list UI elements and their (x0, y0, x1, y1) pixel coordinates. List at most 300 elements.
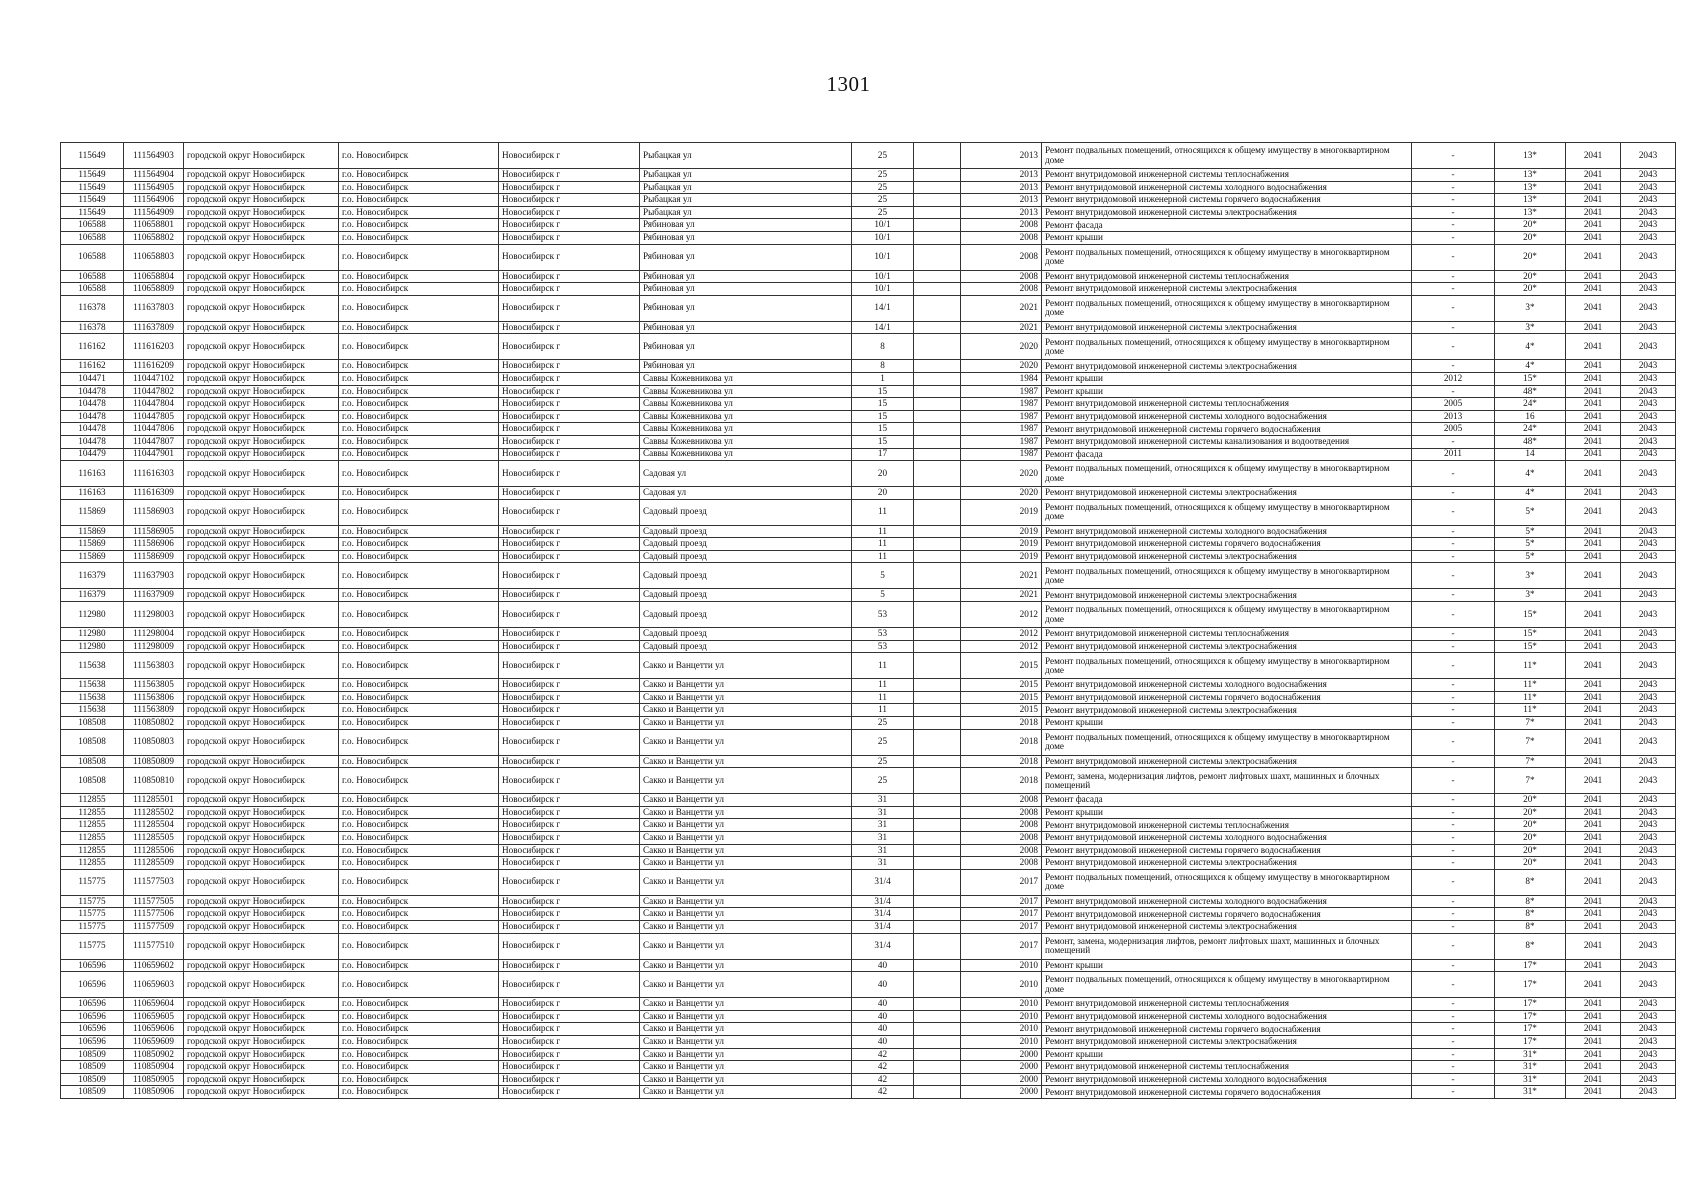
cell-work-type: Ремонт внутридомовой инженерной системы теплоснабжения (1042, 270, 1412, 283)
table-row (61, 794, 1676, 807)
cell-house-id: 112855 (61, 806, 124, 819)
table-row (61, 499, 1676, 525)
cell-plan-end-year: 2043 (1621, 181, 1676, 194)
cell-plan-end-year: 2043 (1621, 525, 1676, 538)
table-row (61, 857, 1676, 870)
cell-service-life: 8* (1495, 908, 1566, 921)
cell-plan-end-year: 2043 (1621, 385, 1676, 398)
cell-house-number: 40 (852, 959, 914, 972)
cell-municipality: городской округ Новосибирск (184, 704, 339, 717)
cell-plan-end-year: 2043 (1621, 819, 1676, 832)
cell-house-id: 115869 (61, 538, 124, 551)
cell-house-id: 115638 (61, 679, 124, 692)
cell-house-id: 104478 (61, 423, 124, 436)
cell-settlement: Новосибирск г (499, 244, 640, 270)
cell-street: Сакко и Ванцетти ул (640, 704, 852, 717)
cell-settlement: Новосибирск г (499, 869, 640, 895)
cell-building (914, 360, 961, 373)
cell-settlement: Новосибирск г (499, 550, 640, 563)
cell-house-id: 116162 (61, 360, 124, 373)
cell-house-number: 11 (852, 550, 914, 563)
cell-house-number: 25 (852, 717, 914, 730)
cell-work-type: Ремонт внутридомовой инженерной системы горячего водоснабжения (1042, 691, 1412, 704)
cell-house-number: 31/4 (852, 895, 914, 908)
table-row (61, 423, 1676, 436)
cell-building (914, 525, 961, 538)
cell-street: Саввы Кожевникова ул (640, 448, 852, 461)
cell-plan-start-year: 2041 (1566, 321, 1621, 334)
cell-last-repair-year: - (1412, 704, 1495, 717)
cell-last-repair-year: - (1412, 869, 1495, 895)
cell-municipal-entity: г.о. Новосибирск (339, 321, 499, 334)
cell-last-repair-year: - (1412, 819, 1495, 832)
cell-plan-end-year: 2043 (1621, 908, 1676, 921)
cell-plan-end-year: 2043 (1621, 933, 1676, 959)
cell-element-id: 111563805 (124, 679, 184, 692)
cell-year-built: 2021 (961, 321, 1042, 334)
cell-house-number: 31/4 (852, 869, 914, 895)
cell-settlement: Новосибирск г (499, 806, 640, 819)
cell-building (914, 920, 961, 933)
cell-work-type: Ремонт подвальных помещений, относящихся к общему имуществу в многоквартирном доме (1042, 499, 1412, 525)
cell-municipality: городской округ Новосибирск (184, 423, 339, 436)
cell-element-id: 111564904 (124, 169, 184, 182)
cell-plan-start-year: 2041 (1566, 819, 1621, 832)
cell-municipal-entity: г.о. Новосибирск (339, 334, 499, 360)
cell-house-id: 115869 (61, 550, 124, 563)
cell-element-id: 111586903 (124, 499, 184, 525)
cell-plan-end-year: 2043 (1621, 461, 1676, 487)
cell-municipality: городской округ Новосибирск (184, 717, 339, 730)
cell-house-id: 115638 (61, 704, 124, 717)
cell-municipality: городской округ Новосибирск (184, 372, 339, 385)
cell-year-built: 2015 (961, 653, 1042, 679)
cell-year-built: 2013 (961, 169, 1042, 182)
cell-house-id: 106588 (61, 219, 124, 232)
cell-municipality: городской округ Новосибирск (184, 920, 339, 933)
cell-plan-start-year: 2041 (1566, 602, 1621, 628)
cell-street: Сакко и Ванцетти ул (640, 768, 852, 794)
cell-year-built: 2010 (961, 1023, 1042, 1036)
cell-building (914, 653, 961, 679)
cell-house-number: 40 (852, 1010, 914, 1023)
cell-building (914, 908, 961, 921)
cell-municipality: городской округ Новосибирск (184, 194, 339, 207)
cell-house-id: 116379 (61, 563, 124, 589)
cell-element-id: 111563806 (124, 691, 184, 704)
cell-street: Сакко и Ванцетти ул (640, 998, 852, 1011)
cell-municipal-entity: г.о. Новосибирск (339, 1061, 499, 1074)
cell-street: Рябиновая ул (640, 283, 852, 296)
table-row (61, 1023, 1676, 1036)
cell-building (914, 435, 961, 448)
cell-last-repair-year: - (1412, 194, 1495, 207)
cell-year-built: 1987 (961, 448, 1042, 461)
table-row (61, 1010, 1676, 1023)
cell-house-id: 104478 (61, 398, 124, 411)
cell-plan-start-year: 2041 (1566, 1035, 1621, 1048)
cell-house-id: 106588 (61, 231, 124, 244)
cell-plan-start-year: 2041 (1566, 998, 1621, 1011)
cell-element-id: 110659606 (124, 1023, 184, 1036)
cell-element-id: 111298003 (124, 602, 184, 628)
register-body (61, 143, 1676, 1099)
cell-year-built: 2008 (961, 806, 1042, 819)
cell-service-life: 11* (1495, 679, 1566, 692)
cell-year-built: 2010 (961, 959, 1042, 972)
cell-street: Рябиновая ул (640, 244, 852, 270)
table-row (61, 920, 1676, 933)
cell-plan-end-year: 2043 (1621, 219, 1676, 232)
cell-work-type: Ремонт внутридомовой инженерной системы электроснабжения (1042, 857, 1412, 870)
cell-plan-end-year: 2043 (1621, 729, 1676, 755)
cell-street: Сакко и Ванцетти ул (640, 1035, 852, 1048)
cell-year-built: 2019 (961, 499, 1042, 525)
cell-plan-end-year: 2043 (1621, 653, 1676, 679)
cell-house-id: 112855 (61, 819, 124, 832)
cell-work-type: Ремонт внутридомовой инженерной системы электроснабжения (1042, 206, 1412, 219)
cell-building (914, 1010, 961, 1023)
cell-house-number: 11 (852, 499, 914, 525)
cell-plan-end-year: 2043 (1621, 231, 1676, 244)
cell-settlement: Новосибирск г (499, 640, 640, 653)
cell-municipality: городской округ Новосибирск (184, 1086, 339, 1099)
cell-municipality: городской округ Новосибирск (184, 461, 339, 487)
cell-municipal-entity: г.о. Новосибирск (339, 908, 499, 921)
cell-building (914, 1035, 961, 1048)
cell-street: Сакко и Ванцетти ул (640, 908, 852, 921)
cell-work-type: Ремонт крыши (1042, 1048, 1412, 1061)
cell-building (914, 194, 961, 207)
cell-municipal-entity: г.о. Новосибирск (339, 704, 499, 717)
cell-year-built: 2015 (961, 691, 1042, 704)
cell-plan-start-year: 2041 (1566, 1086, 1621, 1099)
cell-plan-start-year: 2041 (1566, 410, 1621, 423)
cell-service-life: 20* (1495, 794, 1566, 807)
cell-plan-start-year: 2041 (1566, 461, 1621, 487)
cell-municipality: городской округ Новосибирск (184, 857, 339, 870)
cell-settlement: Новосибирск г (499, 1010, 640, 1023)
cell-street: Рыбацкая ул (640, 206, 852, 219)
cell-municipal-entity: г.о. Новосибирск (339, 819, 499, 832)
cell-plan-end-year: 2043 (1621, 563, 1676, 589)
cell-service-life: 31* (1495, 1086, 1566, 1099)
cell-settlement: Новосибирск г (499, 563, 640, 589)
cell-service-life: 11* (1495, 691, 1566, 704)
cell-house-number: 20 (852, 461, 914, 487)
cell-settlement: Новосибирск г (499, 768, 640, 794)
cell-year-built: 1987 (961, 385, 1042, 398)
cell-plan-end-year: 2043 (1621, 895, 1676, 908)
cell-plan-start-year: 2041 (1566, 181, 1621, 194)
cell-element-id: 111577503 (124, 869, 184, 895)
cell-municipal-entity: г.о. Новосибирск (339, 487, 499, 500)
cell-municipal-entity: г.о. Новосибирск (339, 998, 499, 1011)
cell-street: Садовая ул (640, 461, 852, 487)
cell-plan-end-year: 2043 (1621, 704, 1676, 717)
cell-street: Сакко и Ванцетти ул (640, 755, 852, 768)
cell-house-id: 115649 (61, 181, 124, 194)
cell-house-number: 31 (852, 857, 914, 870)
cell-plan-end-year: 2043 (1621, 321, 1676, 334)
cell-element-id: 110447807 (124, 435, 184, 448)
cell-year-built: 2017 (961, 933, 1042, 959)
cell-house-id: 106588 (61, 283, 124, 296)
cell-municipal-entity: г.о. Новосибирск (339, 857, 499, 870)
cell-municipal-entity: г.о. Новосибирск (339, 360, 499, 373)
cell-building (914, 806, 961, 819)
cell-year-built: 2019 (961, 525, 1042, 538)
cell-house-id: 112855 (61, 832, 124, 845)
cell-building (914, 219, 961, 232)
cell-building (914, 295, 961, 321)
cell-municipality: городской округ Новосибирск (184, 295, 339, 321)
cell-last-repair-year: - (1412, 1023, 1495, 1036)
cell-plan-start-year: 2041 (1566, 423, 1621, 436)
table-row (61, 691, 1676, 704)
cell-building (914, 1048, 961, 1061)
cell-last-repair-year: - (1412, 143, 1495, 169)
cell-municipal-entity: г.о. Новосибирск (339, 181, 499, 194)
cell-year-built: 2000 (961, 1086, 1042, 1099)
cell-service-life: 4* (1495, 487, 1566, 500)
cell-municipal-entity: г.о. Новосибирск (339, 1010, 499, 1023)
cell-year-built: 2012 (961, 628, 1042, 641)
cell-year-built: 2015 (961, 704, 1042, 717)
table-row (61, 538, 1676, 551)
cell-element-id: 110659602 (124, 959, 184, 972)
table-row (61, 998, 1676, 1011)
cell-service-life: 31* (1495, 1061, 1566, 1074)
cell-street: Сакко и Ванцетти ул (640, 819, 852, 832)
cell-element-id: 110659603 (124, 972, 184, 998)
cell-settlement: Новосибирск г (499, 423, 640, 436)
cell-municipality: городской округ Новосибирск (184, 819, 339, 832)
cell-settlement: Новосибирск г (499, 679, 640, 692)
cell-last-repair-year: - (1412, 181, 1495, 194)
cell-plan-start-year: 2041 (1566, 755, 1621, 768)
cell-work-type: Ремонт внутридомовой инженерной системы холодного водоснабжения (1042, 1010, 1412, 1023)
cell-municipality: городской округ Новосибирск (184, 628, 339, 641)
cell-house-number: 10/1 (852, 231, 914, 244)
cell-element-id: 111564905 (124, 181, 184, 194)
cell-municipal-entity: г.о. Новосибирск (339, 525, 499, 538)
cell-last-repair-year: - (1412, 679, 1495, 692)
cell-settlement: Новосибирск г (499, 832, 640, 845)
cell-municipal-entity: г.о. Новосибирск (339, 1048, 499, 1061)
cell-plan-start-year: 2041 (1566, 1023, 1621, 1036)
cell-element-id: 110850809 (124, 755, 184, 768)
table-row (61, 283, 1676, 296)
cell-street: Сакко и Ванцетти ул (640, 806, 852, 819)
cell-settlement: Новосибирск г (499, 1086, 640, 1099)
cell-municipal-entity: г.о. Новосибирск (339, 717, 499, 730)
cell-street: Сакко и Ванцетти ул (640, 1048, 852, 1061)
cell-house-number: 11 (852, 538, 914, 551)
cell-building (914, 844, 961, 857)
cell-last-repair-year: - (1412, 857, 1495, 870)
table-row (61, 321, 1676, 334)
cell-house-id: 115649 (61, 206, 124, 219)
cell-municipal-entity: г.о. Новосибирск (339, 691, 499, 704)
cell-last-repair-year: - (1412, 972, 1495, 998)
cell-settlement: Новосибирск г (499, 360, 640, 373)
cell-service-life: 5* (1495, 525, 1566, 538)
cell-settlement: Новосибирск г (499, 895, 640, 908)
cell-building (914, 538, 961, 551)
cell-municipality: городской округ Новосибирск (184, 1023, 339, 1036)
cell-element-id: 111586906 (124, 538, 184, 551)
cell-municipal-entity: г.о. Новосибирск (339, 653, 499, 679)
cell-service-life: 20* (1495, 283, 1566, 296)
cell-settlement: Новосибирск г (499, 283, 640, 296)
cell-municipality: городской округ Новосибирск (184, 653, 339, 679)
cell-plan-start-year: 2041 (1566, 231, 1621, 244)
cell-house-id: 115638 (61, 653, 124, 679)
cell-work-type: Ремонт внутридомовой инженерной системы электроснабжения (1042, 755, 1412, 768)
cell-service-life: 20* (1495, 270, 1566, 283)
cell-service-life: 3* (1495, 589, 1566, 602)
cell-plan-start-year: 2041 (1566, 538, 1621, 551)
cell-service-life: 13* (1495, 181, 1566, 194)
cell-municipality: городской округ Новосибирск (184, 525, 339, 538)
cell-building (914, 959, 961, 972)
cell-settlement: Новосибирск г (499, 602, 640, 628)
cell-year-built: 1984 (961, 372, 1042, 385)
cell-work-type: Ремонт внутридомовой инженерной системы теплоснабжения (1042, 628, 1412, 641)
cell-year-built: 2018 (961, 717, 1042, 730)
cell-work-type: Ремонт крыши (1042, 959, 1412, 972)
cell-municipality: городской округ Новосибирск (184, 972, 339, 998)
cell-settlement: Новосибирск г (499, 933, 640, 959)
cell-street: Садовый проезд (640, 499, 852, 525)
cell-work-type: Ремонт внутридомовой инженерной системы горячего водоснабжения (1042, 908, 1412, 921)
cell-municipal-entity: г.о. Новосибирск (339, 1086, 499, 1099)
cell-last-repair-year: - (1412, 653, 1495, 679)
cell-year-built: 2010 (961, 998, 1042, 1011)
cell-plan-end-year: 2043 (1621, 423, 1676, 436)
cell-last-repair-year: - (1412, 959, 1495, 972)
cell-element-id: 110447806 (124, 423, 184, 436)
cell-element-id: 110447102 (124, 372, 184, 385)
cell-house-number: 11 (852, 525, 914, 538)
cell-street: Сакко и Ванцетти ул (640, 1010, 852, 1023)
cell-house-id: 115869 (61, 525, 124, 538)
cell-municipal-entity: г.о. Новосибирск (339, 398, 499, 411)
cell-element-id: 110658802 (124, 231, 184, 244)
cell-house-id: 108509 (61, 1073, 124, 1086)
cell-municipality: городской округ Новосибирск (184, 244, 339, 270)
cell-house-number: 25 (852, 194, 914, 207)
table-row (61, 360, 1676, 373)
cell-settlement: Новосибирск г (499, 653, 640, 679)
cell-element-id: 110658803 (124, 244, 184, 270)
cell-element-id: 111285506 (124, 844, 184, 857)
cell-house-id: 116162 (61, 334, 124, 360)
cell-element-id: 111577509 (124, 920, 184, 933)
cell-last-repair-year: - (1412, 755, 1495, 768)
cell-building (914, 1073, 961, 1086)
cell-last-repair-year: 2005 (1412, 398, 1495, 411)
cell-year-built: 2008 (961, 857, 1042, 870)
cell-settlement: Новосибирск г (499, 334, 640, 360)
cell-work-type: Ремонт внутридомовой инженерной системы горячего водоснабжения (1042, 1086, 1412, 1099)
cell-house-number: 31/4 (852, 908, 914, 921)
cell-work-type: Ремонт подвальных помещений, относящихся к общему имуществу в многоквартирном доме (1042, 869, 1412, 895)
cell-element-id: 110850902 (124, 1048, 184, 1061)
cell-settlement: Новосибирск г (499, 628, 640, 641)
cell-street: Сакко и Ванцетти ул (640, 679, 852, 692)
table-row (61, 435, 1676, 448)
cell-house-number: 31 (852, 806, 914, 819)
cell-settlement: Новосибирск г (499, 169, 640, 182)
cell-municipal-entity: г.о. Новосибирск (339, 768, 499, 794)
cell-work-type: Ремонт внутридомовой инженерной системы холодного водоснабжения (1042, 679, 1412, 692)
cell-building (914, 448, 961, 461)
cell-settlement: Новосибирск г (499, 794, 640, 807)
cell-element-id: 111563809 (124, 704, 184, 717)
table-row (61, 295, 1676, 321)
cell-year-built: 2013 (961, 206, 1042, 219)
cell-municipality: городской округ Новосибирск (184, 448, 339, 461)
cell-municipality: городской округ Новосибирск (184, 563, 339, 589)
table-row (61, 270, 1676, 283)
cell-plan-start-year: 2041 (1566, 768, 1621, 794)
cell-last-repair-year: - (1412, 832, 1495, 845)
cell-year-built: 2020 (961, 461, 1042, 487)
cell-service-life: 7* (1495, 755, 1566, 768)
cell-service-life: 5* (1495, 499, 1566, 525)
table-row (61, 244, 1676, 270)
cell-house-id: 115649 (61, 194, 124, 207)
cell-building (914, 283, 961, 296)
cell-element-id: 111616209 (124, 360, 184, 373)
cell-settlement: Новосибирск г (499, 959, 640, 972)
cell-plan-start-year: 2041 (1566, 691, 1621, 704)
cell-municipality: городской округ Новосибирск (184, 679, 339, 692)
cell-service-life: 20* (1495, 231, 1566, 244)
cell-service-life: 24* (1495, 398, 1566, 411)
cell-house-id: 108509 (61, 1086, 124, 1099)
cell-service-life: 20* (1495, 806, 1566, 819)
cell-plan-start-year: 2041 (1566, 360, 1621, 373)
cell-building (914, 410, 961, 423)
cell-street: Садовый проезд (640, 563, 852, 589)
cell-element-id: 110658804 (124, 270, 184, 283)
cell-service-life: 17* (1495, 1035, 1566, 1048)
cell-municipality: городской округ Новосибирск (184, 1035, 339, 1048)
cell-house-number: 42 (852, 1073, 914, 1086)
cell-plan-end-year: 2043 (1621, 143, 1676, 169)
table-row (61, 729, 1676, 755)
cell-street: Садовый проезд (640, 628, 852, 641)
cell-street: Рябиновая ул (640, 219, 852, 232)
cell-municipality: городской округ Новосибирск (184, 869, 339, 895)
cell-year-built: 2008 (961, 270, 1042, 283)
cell-element-id: 110850802 (124, 717, 184, 730)
cell-municipal-entity: г.о. Новосибирск (339, 169, 499, 182)
cell-work-type: Ремонт подвальных помещений, относящихся к общему имуществу в многоквартирном доме (1042, 729, 1412, 755)
cell-settlement: Новосибирск г (499, 857, 640, 870)
cell-municipality: городской округ Новосибирск (184, 283, 339, 296)
cell-service-life: 31* (1495, 1048, 1566, 1061)
cell-settlement: Новосибирск г (499, 1035, 640, 1048)
cell-last-repair-year: - (1412, 550, 1495, 563)
cell-house-number: 31 (852, 794, 914, 807)
cell-municipality: городской округ Новосибирск (184, 231, 339, 244)
cell-house-id: 115775 (61, 908, 124, 921)
cell-element-id: 111616203 (124, 334, 184, 360)
